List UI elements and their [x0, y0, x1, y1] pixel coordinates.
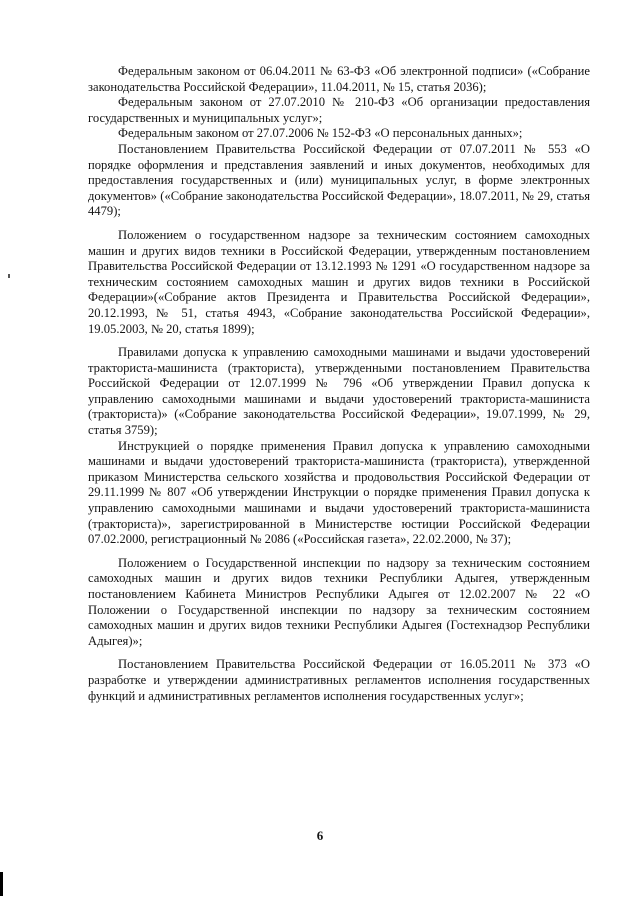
paragraph-electronic-signature-law: Федеральным законом от 06.04.2011 № 63-ФЗ «Об электронной подписи» («Собрание законодательства Российской Федерации», 11.04.2011, № 15, статья 2036); [88, 64, 590, 94]
document-body [88, 64, 590, 704]
paragraph-personal-data-law: Федеральным законом от 27.07.2006 № 152-ФЗ «О персональных данных»; [118, 126, 523, 141]
paragraph-adygea-inspection: Положением о Государственной инспекции по надзору за техническим состоянием самоходных машин и других видов техники Республики Адыгея, утвержденным постановлением Кабинета Министров Республики Адыгея от 12.02.2007 № 22 «О Положении о Государственной инспекции по надзору за техническим состоянием самоходных машин и других видов техники Республики Адыгея (Гостехнадзор Республики Адыгея)»; [88, 555, 590, 648]
paragraph-supervision-regulation: Положением о государственном надзоре за техническим состоянием самоходных машин и других видов техники в Российской Федерации, утвержденным постановлением Правительства Российской Федерации от 13.12.1993 № 1291 «О государственном надзоре за техническим состоянием самоходных машин и других видов техники в Российской Федерации»(«Собрание актов Президента и Правительства Российской Федерации», 20.12.1993, № 51, статья 4943, «Собрание законодательства Российской Федерации», 19.05.2003, № 20, статья 1899); [88, 227, 590, 336]
paragraph-public-services-law: Федеральным законом от 27.07.2010 № 210-ФЗ «Об организации предоставления государственных и муниципальных услуг»; [88, 95, 590, 125]
paragraph-instruction-807: Инструкцией о порядке применения Правил допуска к управлению самоходными машинами и выдачи удостоверений тракториста-машиниста (тракториста), утвержденной приказом Министерства сельского хозяйства и продовольствия Российской Федерации от 29.11.1999 № 807 «Об утверждении Инструкции о порядке применения Правил допуска к управлению самоходными машинами и выдачи удостоверений тракториста-машиниста (тракториста)», зарегистрированной в Министерстве юстиции Российской Федерации 07.02.2000, регистрационный № 2086 («Российская газета», 22.02.2000, № 37); [88, 438, 590, 547]
paragraph-admission-rules: Правилами допуска к управлению самоходными машинами и выдачи удостоверений тракториста-машиниста (тракториста), утвержденными постановлением Правительства Российской Федерации от 12.07.1999 № 796 «Об утверждении Правил допуска к управлению самоходными машинами и выдачи удостоверений тракториста-машиниста (тракториста)» («Собрание законодательства Российской Федерации», 19.07.1999, № 29, статья 3759); [88, 345, 590, 438]
paragraph-government-decree-373: Постановлением Правительства Российской Федерации от 16.05.2011 № 373 «О разработке и утверждении административных регламентов исполнения государственных функций и административных регламентов исполнения государственных услуг»; [88, 657, 590, 703]
paragraph-government-decree-553: Постановлением Правительства Российской Федерации от 07.07.2011 № 553 «О порядке оформления и представления заявлений и иных документов, необходимых для предоставления государственных и (или) муниципальных услуг, в форме электронных документов» («Собрание законодательства Российской Федерации», 18.07.2011, № 29, статья 4479); [88, 141, 590, 219]
scan-edge-mark [0, 872, 3, 896]
page-number: 6 [316, 828, 324, 843]
scan-margin-mark [8, 274, 10, 278]
